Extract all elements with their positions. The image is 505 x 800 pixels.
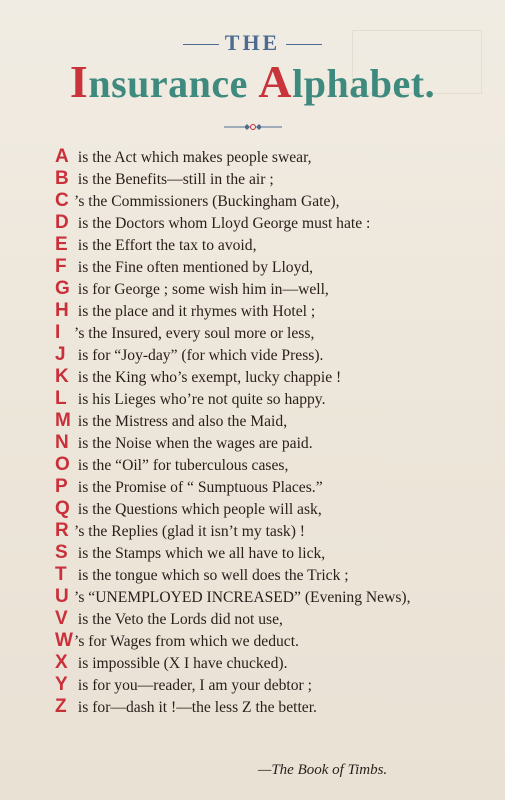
initial-letter: F [55,256,67,277]
verse-line [55,190,495,212]
verse-line [55,586,495,608]
verse-text: is the Mistress and also the Maid, [74,413,288,430]
initial-letter: S [55,542,68,563]
title-word-insurance: nsurance [88,61,259,106]
initial-letter: H [55,300,69,321]
title-main [0,55,505,108]
verse-line [55,454,495,476]
verse-text: ’s for Wages from which we deduct. [74,633,299,650]
verse-text: is the Act which makes people swear, [74,149,312,166]
verse-text: ’s the Commissioners (Buckingham Gate), [74,193,340,210]
initial-letter: T [55,564,67,585]
verse-line [55,432,495,454]
verse-line [55,696,495,718]
verse-line [55,476,495,498]
initial-letter: D [55,212,69,233]
initial-letter: X [55,652,68,673]
initial-letter: M [55,410,71,431]
verse-text: is for George ; some wish him in—well, [74,281,329,298]
initial-letter: U [55,586,69,607]
verse-text: is the tongue which so well does the Trick ; [74,567,349,584]
title-top-text: THE [224,30,281,55]
verse-text: ’s the Insured, every soul more or less, [74,325,315,342]
title-top [0,30,505,56]
verse-line [55,300,495,322]
verse-line [55,256,495,278]
verse-text: is the Questions which people will ask, [74,501,322,518]
verse-text: is the place and it rhymes with Hotel ; [74,303,316,320]
verse-line [55,564,495,586]
verse-text: ’s the Replies (glad it isn’t my task) ! [74,523,305,540]
initial-letter: W [55,630,73,651]
verse-line [55,234,495,256]
verse-line [55,388,495,410]
initial-letter: K [55,366,69,387]
initial-letter: E [55,234,68,255]
title-rule-right [286,44,322,45]
verse-line [55,146,495,168]
verse-line [55,322,495,344]
title-initial-i: I [69,56,89,107]
verse-text: is the Veto the Lords did not use, [74,611,283,628]
verse-line [55,520,495,542]
verse-line [55,278,495,300]
verse-text: is his Lieges who’re not quite so happy. [74,391,326,408]
verse-text: is the Doctors whom Lloyd George must hate : [74,215,371,232]
verse-text: is for “Joy-day” (for which vide Press). [74,347,324,364]
verse-line [55,608,495,630]
initial-letter: Y [55,674,68,695]
verse-line [55,630,495,652]
ornament-icon [222,120,284,134]
initial-letter: Z [55,696,67,717]
initial-letter: P [55,476,68,497]
verse-text: is the Effort the tax to avoid, [74,237,257,254]
verse-line [55,674,495,696]
verse-text: is impossible (X I have chucked). [74,655,288,672]
verse-line [55,410,495,432]
verse-text: is the Stamps which we all have to lick, [74,545,326,562]
initial-letter: R [55,520,69,541]
title-word-alphabet: lphabet. [292,61,436,106]
verse-text: is the Promise of “ Sumptuous Places.” [74,479,323,496]
initial-letter: Q [55,498,70,519]
verse-text: is the Noise when the wages are paid. [74,435,313,452]
initial-letter: V [55,608,68,629]
verse-text: is the Benefits—still in the air ; [74,171,274,188]
verse-text: is the “Oil” for tuberculous cases, [74,457,289,474]
verse-text: ’s “UNEMPLOYED INCREASED” (Evening News), [74,589,411,606]
initial-letter: N [55,432,69,453]
title-rule-left [183,44,219,45]
initial-letter: G [55,278,70,299]
verse-line [55,168,495,190]
verse-text: is the Fine often mentioned by Lloyd, [74,259,314,276]
initial-letter: L [55,388,67,409]
initial-letter: C [55,190,69,211]
verse-text: is for—dash it !—the less Z the better. [74,699,317,716]
verse-line [55,542,495,564]
credit-line: —The Book of Timbs. [258,762,388,778]
initial-letter: B [55,168,69,189]
verse-text: is the King who’s exempt, lucky chappie ! [74,369,342,386]
alphabet-verses [55,146,495,718]
initial-letter: J [55,344,66,365]
initial-letter: O [55,454,70,475]
verse-line [55,498,495,520]
initial-letter: A [55,146,69,167]
verse-line [55,366,495,388]
initial-letter: I [55,322,61,343]
verse-line [55,344,495,366]
verse-text: is for you—reader, I am your debtor ; [74,677,312,694]
verse-line [55,652,495,674]
title-initial-a: A [258,56,293,107]
verse-line [55,212,495,234]
